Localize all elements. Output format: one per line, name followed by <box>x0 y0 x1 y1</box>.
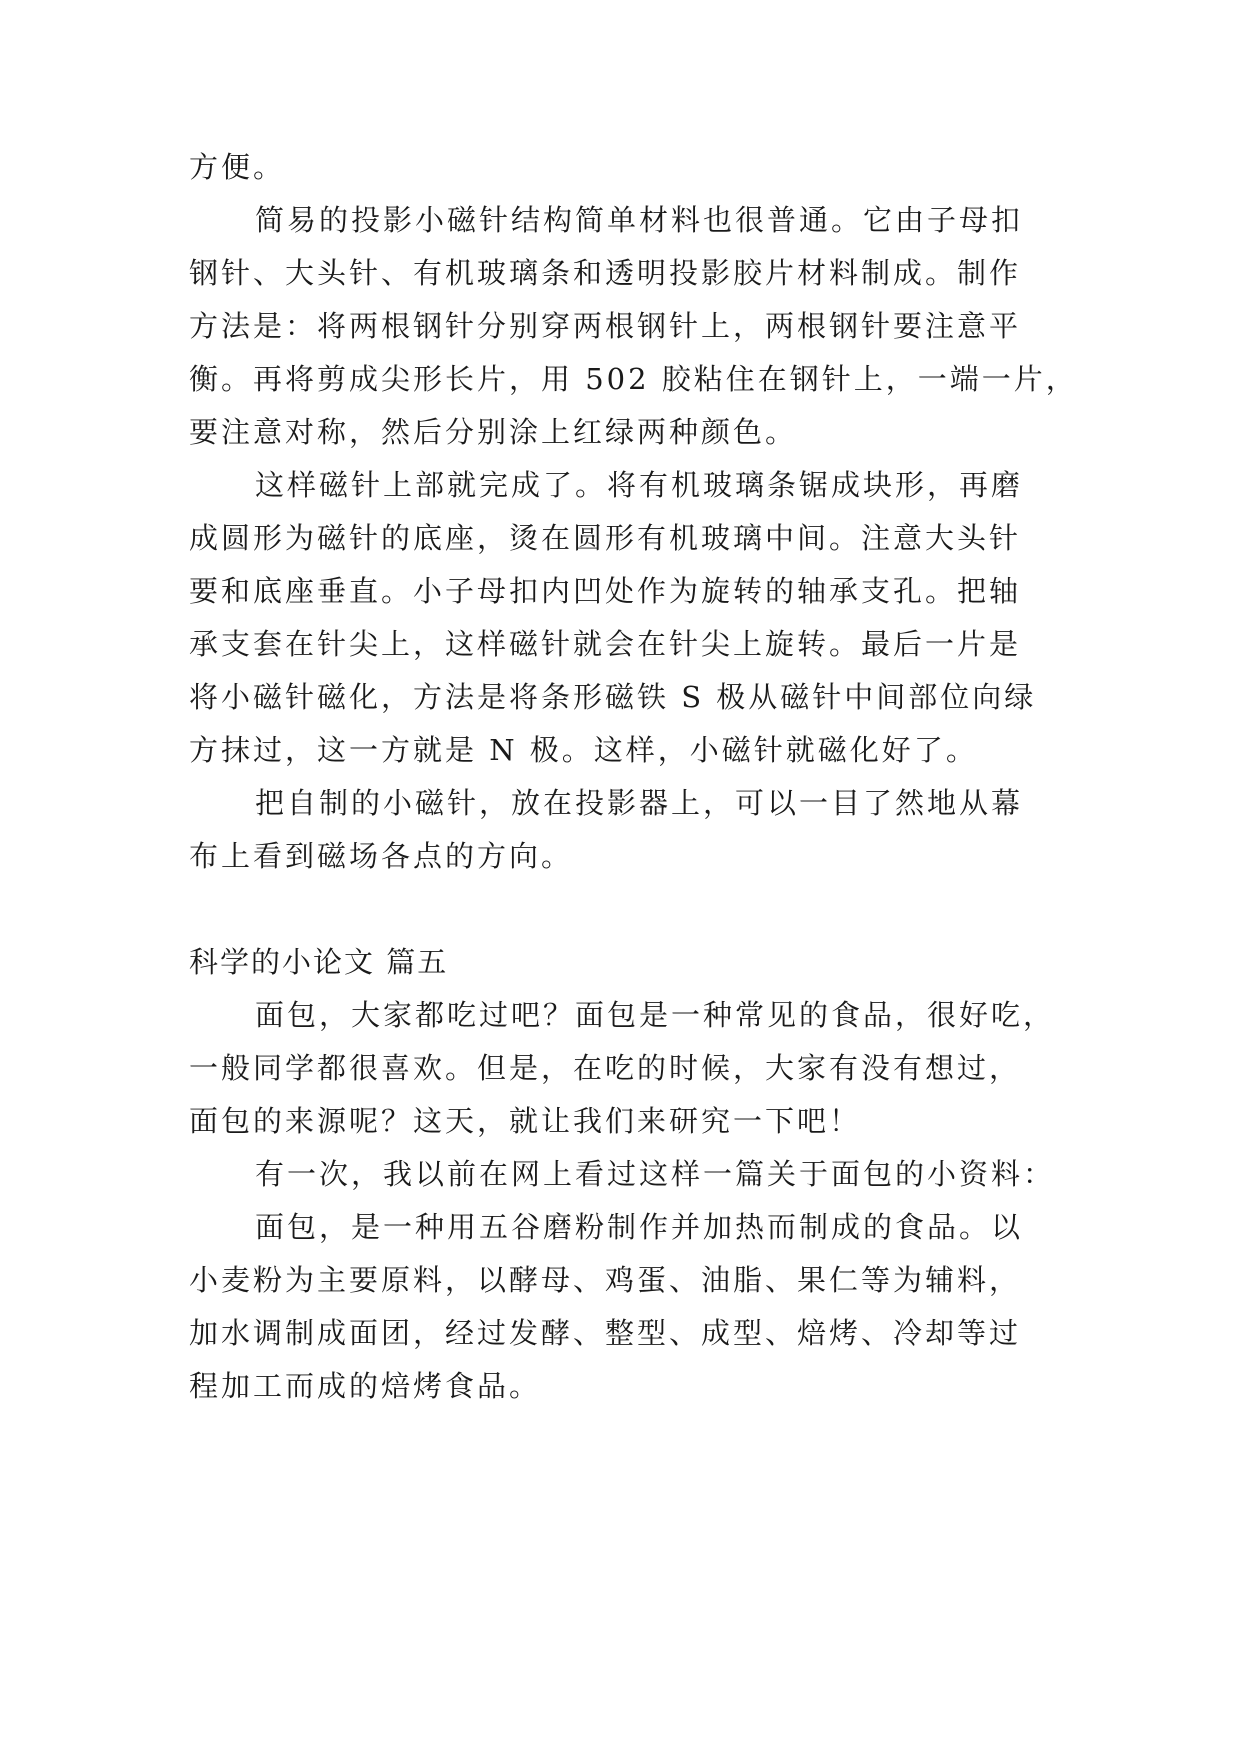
paragraph-line: 衡。再将剪成尖形长片，用 502 胶粘住在钢针上，一端一片， <box>189 362 1078 396</box>
paragraph-line: 有一次，我以前在网上看过这样一篇关于面包的小资料： <box>255 1157 1056 1191</box>
paragraph-line: 面包的来源呢？这天，就让我们来研究一下吧！ <box>189 1104 862 1138</box>
paragraph-line: 一般同学都很喜欢。但是，在吃的时候，大家有没有想过， <box>189 1051 1022 1085</box>
paragraph-line: 方抹过，这一方就是 N 极。这样，小磁针就磁化好了。 <box>189 733 978 767</box>
paragraph-line: 方法是：将两根钢针分别穿两根钢针上，两根钢针要注意平 <box>189 309 1022 343</box>
paragraph-line: 小麦粉为主要原料，以酵母、鸡蛋、油脂、果仁等为辅料， <box>189 1263 1022 1297</box>
paragraph-line: 要和底座垂直。小子母扣内凹处作为旋转的轴承支孔。把轴 <box>189 574 1022 608</box>
paragraph-line: 布上看到磁场各点的方向。 <box>189 839 574 873</box>
paragraph-line: 要注意对称，然后分别涂上红绿两种颜色。 <box>189 415 798 449</box>
section-heading: 科学的小论文 篇五 <box>189 945 449 979</box>
paragraph-line: 钢针、大头针、有机玻璃条和透明投影胶片材料制成。制作 <box>189 256 1022 290</box>
paragraph-line: 简易的投影小磁针结构简单材料也很普通。它由子母扣 <box>255 203 1024 237</box>
paragraph-line: 面包，大家都吃过吧？面包是一种常见的食品，很好吃， <box>255 998 1056 1032</box>
paragraph-line: 加水调制成面团，经过发酵、整型、成型、焙烤、冷却等过 <box>189 1316 1022 1350</box>
paragraph-line: 面包，是一种用五谷磨粉制作并加热而制成的食品。以 <box>255 1210 1024 1244</box>
paragraph-line: 程加工而成的焙烤食品。 <box>189 1369 542 1403</box>
paragraph-line: 方便。 <box>189 150 286 184</box>
paragraph-line: 把自制的小磁针，放在投影器上，可以一目了然地从幕 <box>255 786 1024 820</box>
paragraph-line: 承支套在针尖上，这样磁针就会在针尖上旋转。最后一片是 <box>189 627 1022 661</box>
paragraph-line: 成圆形为磁针的底座，烫在圆形有机玻璃中间。注意大头针 <box>189 521 1022 555</box>
paragraph-line: 将小磁针磁化，方法是将条形磁铁 S 极从磁针中间部位向绿 <box>189 680 1037 714</box>
paragraph-line: 这样磁针上部就完成了。将有机玻璃条锯成块形，再磨 <box>255 468 1024 502</box>
